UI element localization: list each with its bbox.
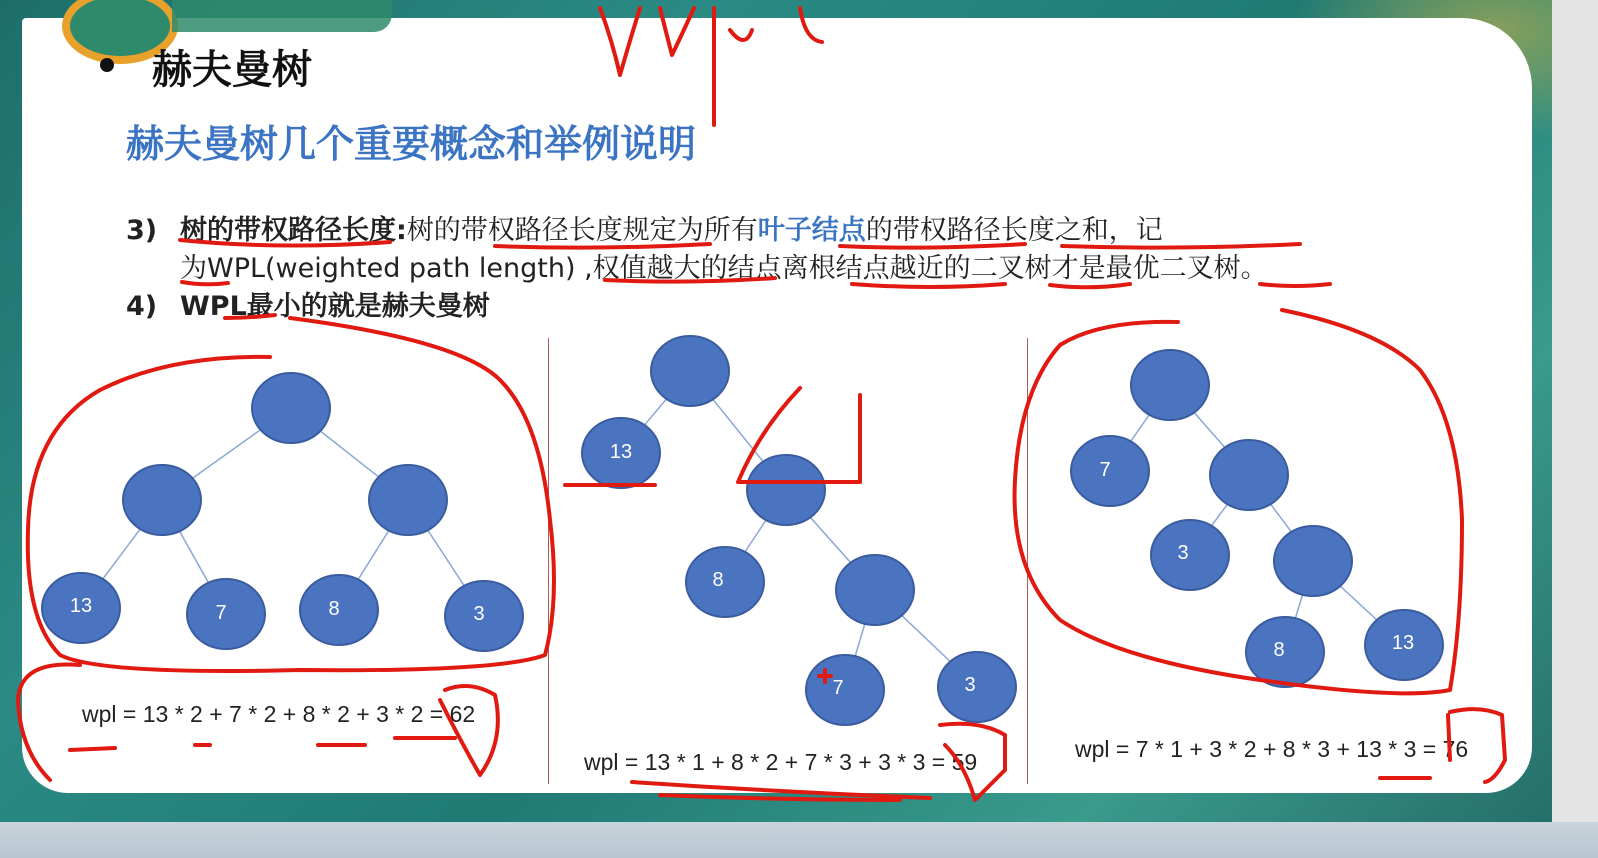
tree3-root — [1131, 350, 1209, 420]
tree2-internal-1 — [747, 455, 825, 525]
tree3-leaf-label-4: 13 — [1391, 632, 1415, 654]
tree3-leaf-label-3: 8 — [1273, 639, 1285, 661]
tree2-leaf-label-4: 3 — [964, 674, 976, 696]
tree3-leaf-3 — [1151, 520, 1229, 590]
tree1-leaf-label-2: 7 — [215, 602, 227, 624]
tree1-internal-left — [123, 465, 201, 535]
tree1-leaf-label-4: 3 — [473, 603, 485, 625]
point-3-term: 树的带权路径长度: — [180, 215, 407, 246]
tree2-leaf-label-3: 7 — [832, 677, 844, 699]
point-3-text-b: 的带权路径长度之和，记 — [865, 215, 1163, 246]
tree2-leaf-label-1: 13 — [609, 441, 633, 463]
point-4-number: 4) — [126, 291, 158, 322]
tree2-formula: wpl = 13 * 1 + 8 * 2 + 7 * 3 + 3 * 3 = 59 — [584, 749, 978, 775]
pen-underline-1 — [180, 240, 1300, 248]
point-3-number: 3) — [126, 215, 158, 246]
tree1-formula: wpl = 13 * 2 + 7 * 2 + 8 * 2 + 3 * 2 = 62 — [82, 701, 476, 727]
tree3-internal-1 — [1210, 440, 1288, 510]
slide-subheading: 赫夫曼树几个重要概念和举例说明 — [126, 121, 697, 166]
tree3-leaf-8 — [1246, 617, 1324, 687]
tree3-internal-2 — [1274, 526, 1352, 596]
tree2-leaf-7 — [806, 655, 884, 725]
tree2-internal-2 — [836, 555, 914, 625]
tree1-internal-right — [369, 465, 447, 535]
tree3-leaf-label-1: 7 — [1099, 459, 1111, 481]
tree2-leaf-label-2: 8 — [712, 569, 724, 591]
tree-1 — [42, 373, 523, 727]
tree1-leaf-label-1: 13 — [69, 595, 93, 617]
tree2-root — [651, 336, 729, 406]
tree1-leaf-label-3: 8 — [328, 598, 340, 620]
tree-2 — [582, 336, 1016, 775]
tree3-formula: wpl = 7 * 1 + 3 * 2 + 8 * 3 + 13 * 3 = 76 — [1075, 736, 1469, 762]
tree1-root — [252, 373, 330, 443]
point-3-text-a: 树的带权路径长度规定为所有 — [406, 215, 758, 246]
pen-annotations — [18, 8, 1505, 800]
pen-wpl-scribble — [600, 8, 822, 125]
point-3-line2: 为WPL(weighted path length) ,权值越大的结点离根结点越近的二叉树才是最优二叉树。 — [180, 253, 1268, 284]
point-4-text: WPL最小的就是赫夫曼树 — [180, 291, 490, 322]
pen-underline-2 — [182, 278, 1330, 318]
point-3-highlight: 叶子结点 — [757, 215, 866, 246]
tree2-leaf-3 — [938, 652, 1016, 722]
slide-heading: 赫夫曼树 — [152, 46, 312, 93]
tree-3 — [1071, 350, 1468, 762]
tree3-leaf-label-2: 3 — [1177, 542, 1189, 564]
tree2-leaf-8 — [686, 547, 764, 617]
